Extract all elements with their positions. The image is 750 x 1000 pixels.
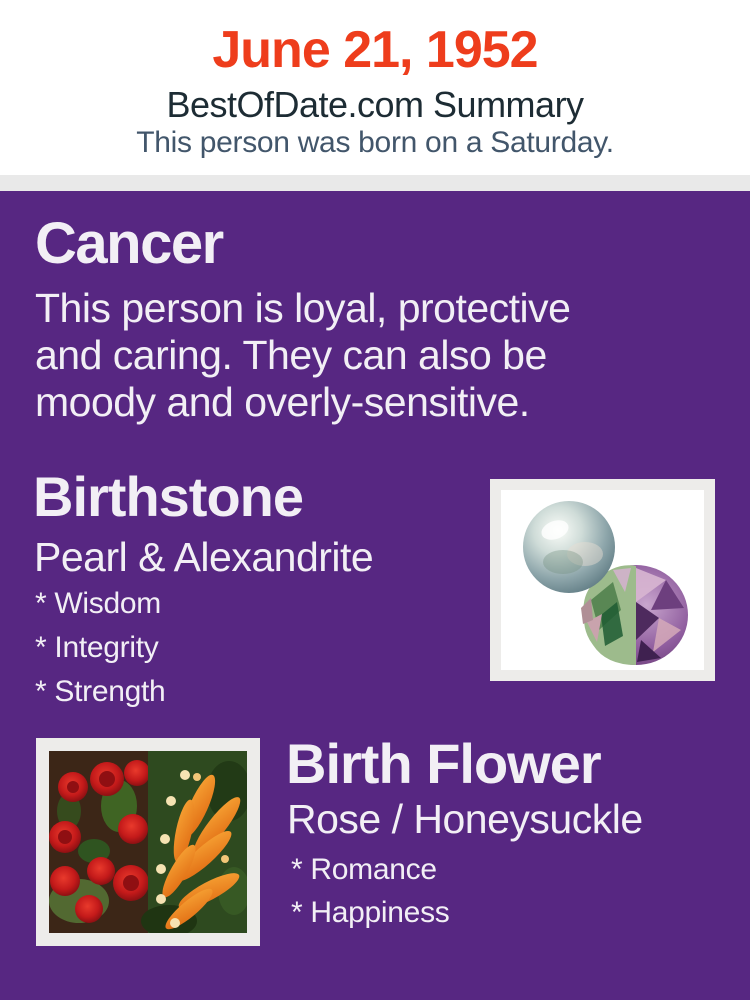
- zodiac-description-line: This person is loyal, protective: [35, 285, 571, 331]
- zodiac-description: [35, 285, 570, 426]
- birthstone-trait: * Integrity: [35, 631, 159, 664]
- born-on-day-text: This person was born on a Saturday.: [136, 126, 614, 159]
- birthstone-trait: * Wisdom: [35, 587, 161, 620]
- birth-flower-names: Rose / Honeysuckle: [287, 796, 643, 842]
- birth-flower-trait: * Happiness: [291, 896, 450, 929]
- birth-flower-image: [36, 738, 260, 946]
- birth-flower-trait: * Romance: [291, 853, 437, 886]
- site-summary-title: BestOfDate.com Summary: [166, 84, 584, 125]
- zodiac-sign-title: Cancer: [35, 211, 223, 276]
- birthstone-trait: * Strength: [35, 675, 166, 708]
- birthstone-names: Pearl & Alexandrite: [34, 534, 374, 580]
- birthstone-title: Birthstone: [33, 465, 303, 528]
- zodiac-description-line: and caring. They can also be: [35, 332, 547, 378]
- rose-honeysuckle-illustration: [49, 751, 247, 933]
- content-panel: [0, 191, 750, 1000]
- zodiac-description-line: moody and overly-sensitive.: [35, 379, 530, 425]
- birthstone-image: [490, 479, 715, 681]
- birth-flower-title: Birth Flower: [286, 732, 601, 795]
- pearl-alexandrite-illustration: [501, 490, 704, 670]
- header-divider: [0, 175, 750, 191]
- page-title-date: June 21, 1952: [212, 21, 538, 79]
- header: [0, 0, 750, 175]
